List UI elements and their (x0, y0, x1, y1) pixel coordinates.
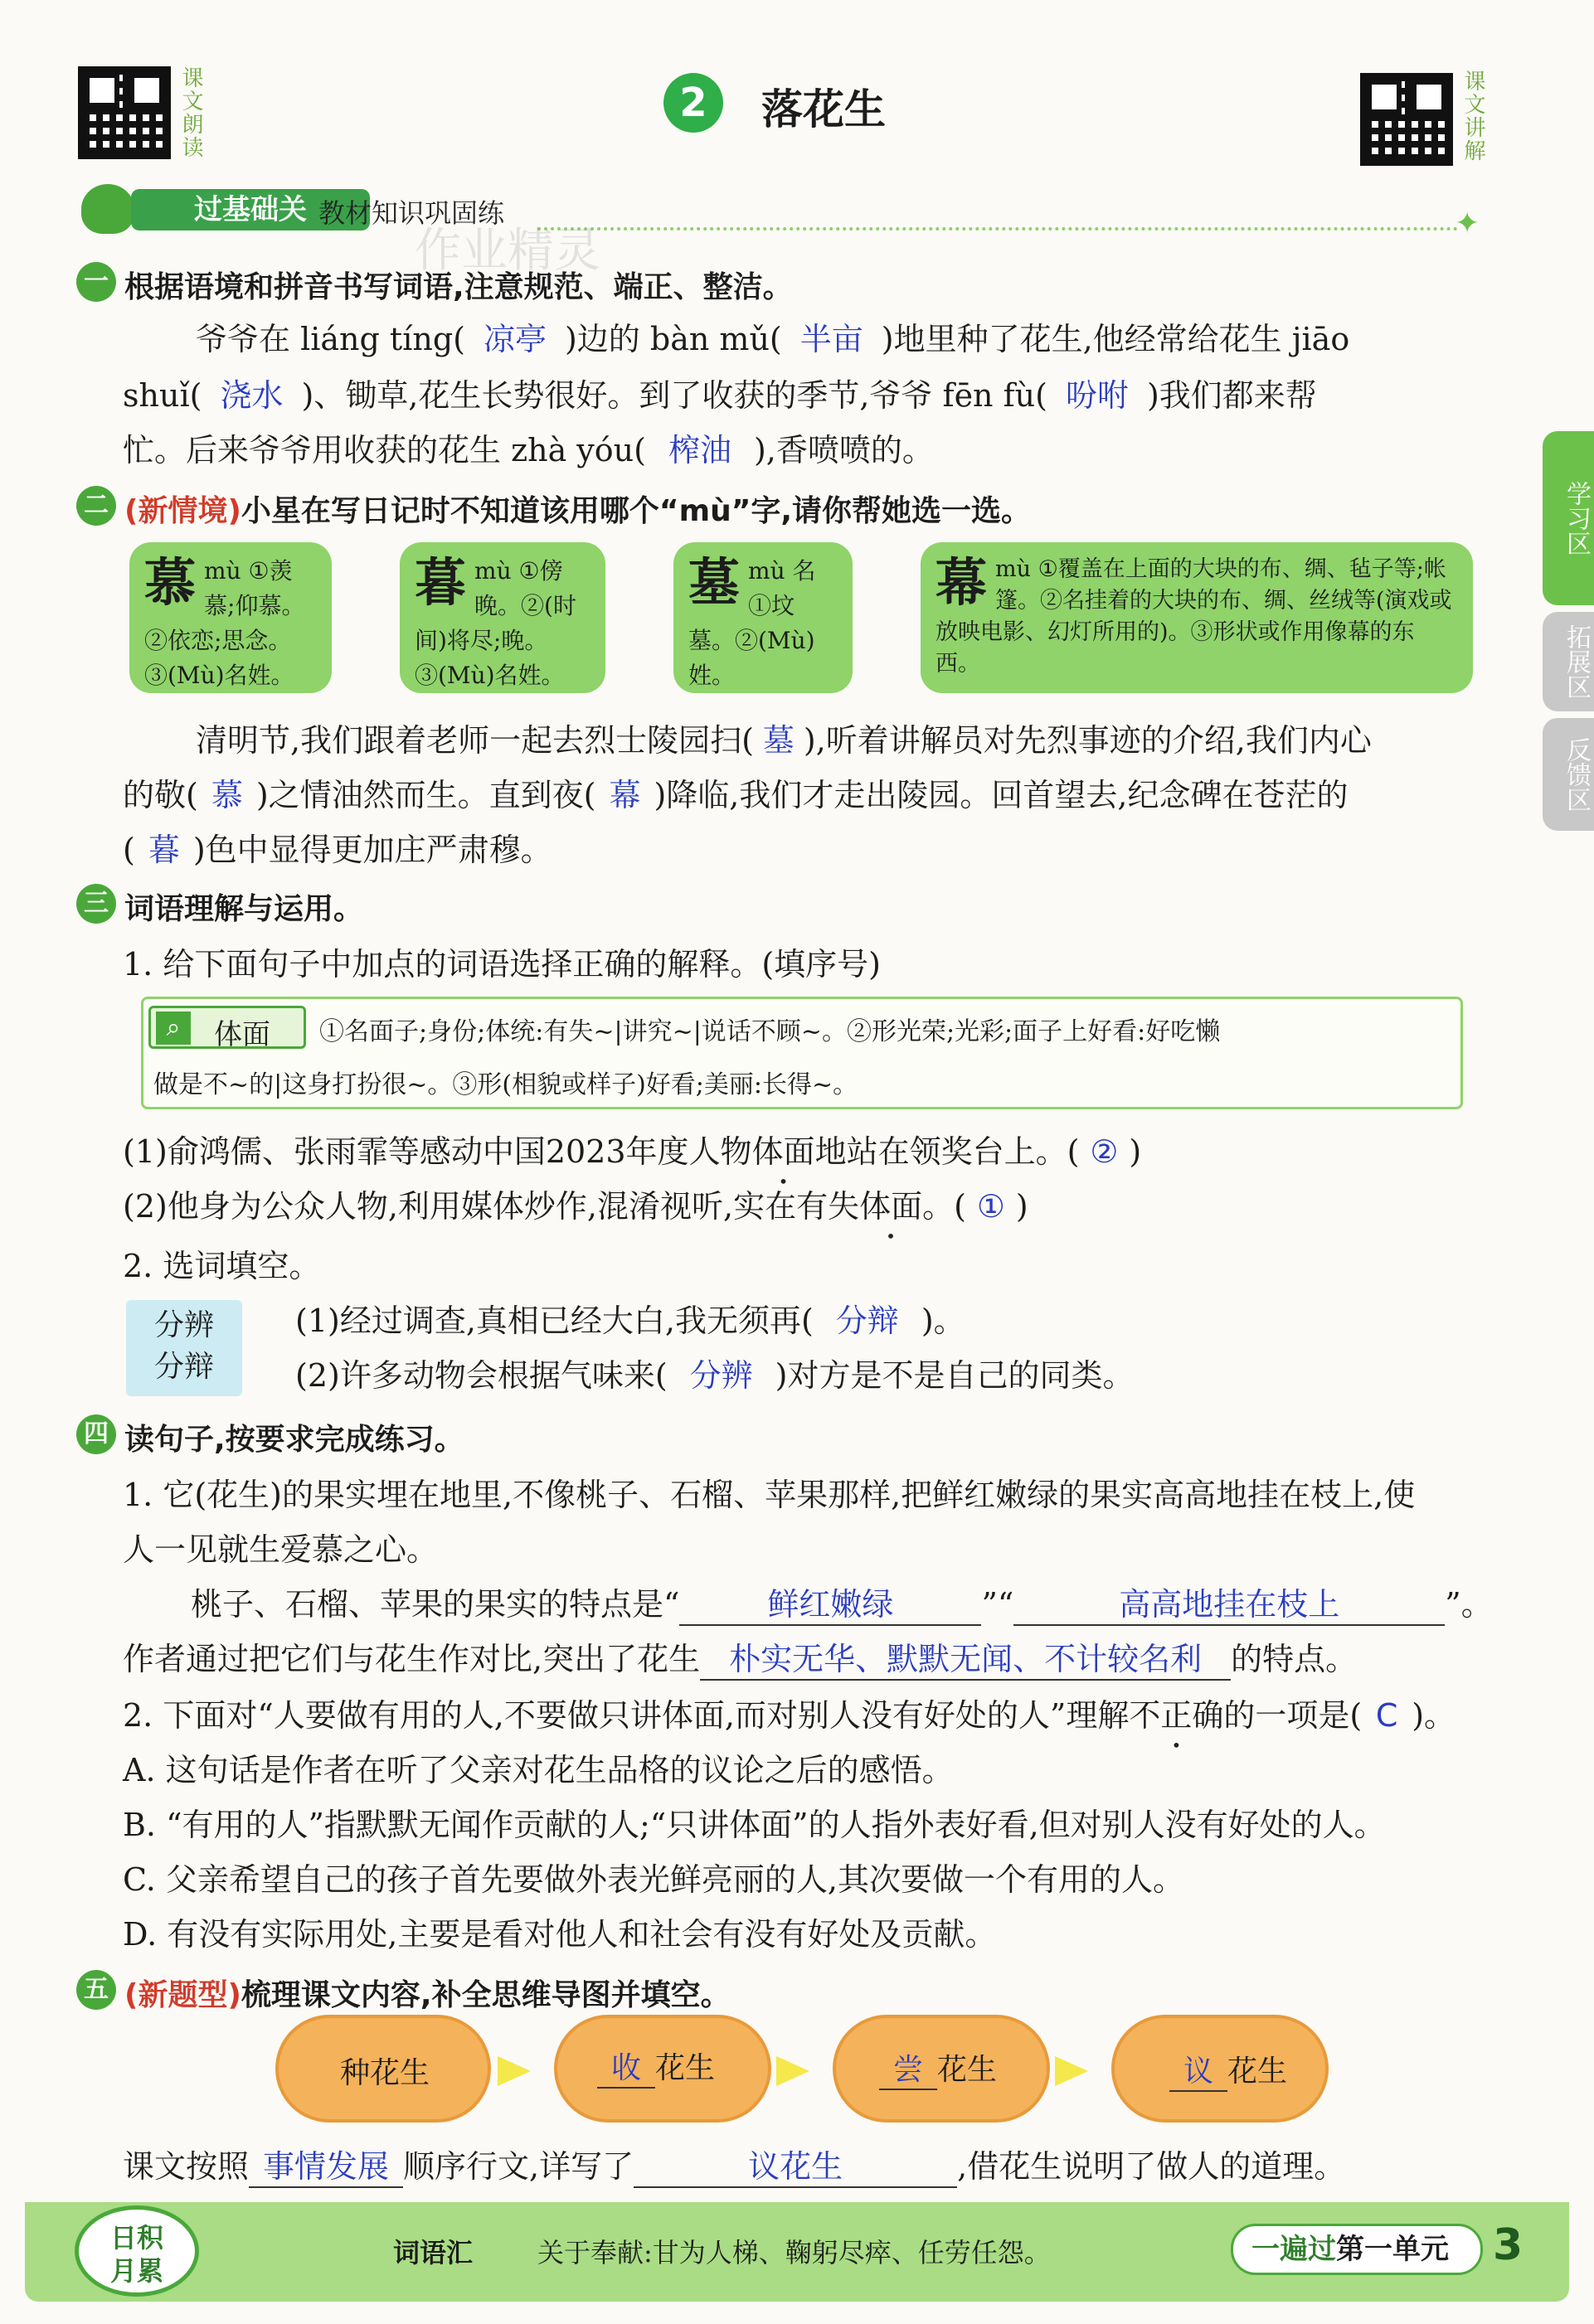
q4-text: 作者通过把它们与花生作对比,突出了花生 (123, 1641, 701, 1677)
answer-choice[interactable]: C (1375, 1697, 1398, 1734)
footer-badge (75, 2205, 199, 2297)
dict-text: mù ①羡慕;仰慕。②依恋;思念。③(Mù)名姓。 (144, 557, 305, 689)
question-2-tag: (新情境) (124, 494, 241, 528)
star-mascot-icon (81, 184, 134, 234)
question-1-icon: 一 (76, 262, 116, 302)
tab-feedback[interactable] (1543, 718, 1594, 831)
footer-badge-line-1: 日积 (109, 2222, 163, 2254)
q3-sub-1: 1. 给下面句子中加点的词语选择正确的解释。(填序号) (123, 946, 881, 982)
page-number: 3 (1493, 2220, 1524, 2270)
q4-text: 的一项是( (1223, 1697, 1363, 1734)
q4-sub-1-line-2: 人一见就生爱慕之心。 (123, 1531, 439, 1568)
question-5-title (124, 1972, 731, 2014)
q1-text: 爷爷在 liáng tíng( (196, 321, 465, 357)
mindmap-node-3-text (879, 2046, 997, 2090)
answer-fenfu[interactable]: 吩咐 (1065, 377, 1129, 414)
q3-item-2 (123, 1181, 1028, 1226)
tab-study[interactable] (1543, 431, 1594, 605)
q1-text: )、锄草,花生长势很好。到了收获的季节,爷爷 fēn fù( (301, 377, 1047, 414)
q4-text: 桃子、石榴、苹果的果实的特点是“ (191, 1586, 680, 1623)
q3-text: )对方是不是自己的同类。 (775, 1357, 1135, 1394)
answer-feature-2[interactable]: 高高地挂在枝上 (1013, 1579, 1445, 1626)
dict-char: 墓 (688, 552, 741, 613)
star-icon: ✦ (1455, 206, 1480, 240)
qr-code-left[interactable] (78, 66, 171, 159)
tab-study-label: 学习区 (1562, 481, 1591, 556)
tab-extend-label: 拓展区 (1562, 624, 1591, 699)
option-a[interactable]: A. 这句话是作者在听了父亲对花生品格的议论之后的感悟。 (123, 1752, 954, 1788)
q2-text: ),听着讲解员对先烈事迹的介绍,我们内心 (803, 722, 1372, 759)
q2-text: )之情油然而生。直到夜( (255, 777, 596, 813)
q5-summary (123, 2141, 1345, 2188)
answer-jiaoshui[interactable]: 浇水 (220, 377, 284, 414)
dict-text: mù ①傍晚。②(时间)将尽;晚。③(Mù)名姓。 (415, 557, 576, 689)
q1-line-1 (196, 313, 1349, 359)
q1-text: )我们都来帮 (1146, 377, 1317, 414)
q3-fill-1 (295, 1295, 965, 1341)
question-5-title-text: 梳理课文内容,补全思维导图并填空。 (241, 1978, 731, 2012)
answer-feature-1[interactable]: 鲜红嫩绿 (679, 1579, 981, 1626)
footer-brand: 一遍过 (1251, 2233, 1336, 2266)
q5-text: 课文按照 (123, 2148, 250, 2185)
q5-text: 顺序行文,详写了 (403, 2148, 634, 2185)
tab-feedback-label: 反馈区 (1562, 737, 1591, 812)
q2-para-3 (123, 824, 552, 870)
question-4-title: 读句子,按要求完成练习。 (124, 1423, 464, 1457)
dict-text: mù ①覆盖在上面的大块的布、绸、毡子等;帐篷。②名挂着的大块的布、绸、丝绒等(演戏或放映电影、幻灯所用的)。③形状或作用像幕的东西。 (936, 556, 1452, 677)
answer-node-3[interactable]: 尝 (879, 2046, 937, 2090)
q1-text: )边的 bàn mǔ( (564, 321, 782, 357)
q4-fill-1 (191, 1579, 1493, 1626)
lesson-title: 落花生 (761, 85, 886, 133)
option-c[interactable]: C. 父亲希望自己的孩子首先要做外表光鲜亮丽的人,其次要做一个有用的人。 (123, 1861, 1184, 1898)
q1-text: ),香喷喷的。 (753, 432, 934, 468)
answer-fill-1[interactable]: 分辩 (835, 1303, 899, 1339)
question-2-title-text: 小星在写日记时不知道该用哪个“mù”字,请你帮她选一选。 (241, 494, 1032, 528)
q2-para-2 (123, 769, 1348, 815)
q4-text: 2. 下面对“人要做有用的人,不要做只讲体面,而对别人没有好处的人”理解 (123, 1697, 1130, 1734)
answer-zhayou[interactable]: 榨油 (668, 432, 731, 468)
watermark: 作业精灵 (415, 224, 600, 278)
q1-text: shuǐ( (123, 377, 202, 414)
node-text: 花生 (937, 2053, 998, 2087)
arrow-right-icon (498, 2056, 531, 2086)
lesson-number-badge (663, 73, 723, 133)
dictionary-box (141, 997, 1463, 1109)
q4-text: ”“ (981, 1586, 1014, 1623)
dict-def-line-1: ①名面子;身份;体统:有失~|讲究~|说话不顾~。②形光荣;光彩;面子上好看:好吃懒 (319, 1017, 1221, 1046)
arrow-right-icon (1055, 2056, 1088, 2086)
dict-box-mu-4 (921, 542, 1473, 693)
dict-box-mu-1 (129, 542, 332, 693)
dict-word: 体面 (214, 1018, 270, 1051)
dict-text: mù 名 ①坟墓。②(Mù)姓。 (688, 557, 816, 689)
answer-item-1[interactable]: ② (1090, 1133, 1119, 1170)
dotted-word: 体面 (859, 1188, 923, 1225)
arrow-right-icon (776, 2056, 809, 2086)
q3-item-1 (123, 1126, 1141, 1172)
question-5-icon: 五 (76, 1970, 116, 2010)
q1-line-3 (123, 425, 934, 470)
magnifier-badge (148, 1006, 306, 1049)
section-header (73, 184, 1483, 240)
question-3-title: 词语理解与运用。 (124, 892, 364, 926)
search-icon: ⌕ (156, 1012, 191, 1045)
qr-left-label: 课文朗读 (178, 66, 203, 159)
q4-text: ”。 (1445, 1586, 1493, 1623)
lesson-number: 2 (679, 80, 707, 126)
q2-text: 清明节,我们跟着老师一起去烈士陵园扫( (196, 722, 754, 759)
qr-right-label: 课文讲解 (1460, 70, 1485, 163)
q3-text: ) (1015, 1188, 1028, 1225)
footer-text: 关于奉献:甘为人梯、鞠躬尽瘁、任劳任怨。 (537, 2237, 1051, 2268)
option-d[interactable]: D. 有没有实际用处,主要是看对他人和社会有没有好处及贡献。 (123, 1916, 997, 1953)
q1-line-2 (123, 370, 1317, 415)
mindmap-node-2-text (597, 2045, 715, 2089)
q5-text: ,借花生说明了做人的道理。 (957, 2148, 1346, 2185)
footer-brand-box (1231, 2224, 1483, 2275)
q3-text: (1)俞鸿儒、张雨霏等感动中国2023年度人物 (123, 1133, 752, 1170)
q3-text: (2)许多动物会根据气味来( (295, 1357, 668, 1394)
question-2-icon: 二 (76, 486, 116, 526)
q4-sub-2 (123, 1690, 1455, 1735)
node-text: 花生 (655, 2051, 716, 2085)
qr-code-right[interactable] (1360, 73, 1453, 166)
footer-badge-line-2: 月累 (109, 2255, 163, 2287)
answer-banmu[interactable]: 半亩 (799, 321, 863, 357)
answer-fill-2[interactable]: 分辨 (689, 1357, 753, 1394)
q3-text: 地站在领奖台上。( (814, 1133, 1080, 1170)
footer-unit: 第一单元 (1336, 2233, 1449, 2266)
q2-text: ( (123, 832, 135, 868)
question-1-title: 根据语境和拼音书写词语,注意规范、端正、整洁。 (124, 270, 793, 304)
question-3-icon: 三 (76, 884, 116, 924)
q3-text: 。( (922, 1188, 966, 1225)
dict-box-mu-2 (400, 542, 605, 693)
answer-liangting[interactable]: 凉亭 (483, 321, 547, 357)
dict-box-mu-3 (673, 542, 853, 693)
q2-text: 的敬( (123, 777, 198, 813)
q3-text: )。 (921, 1303, 965, 1339)
answer-detail[interactable]: 议花生 (634, 2141, 957, 2188)
section-badge-label: 过基础关 (194, 193, 307, 226)
dict-def-line-2: 做是不~的|这身打扮很~。③形(相貌或样子)好看;美丽:长得~。 (153, 1070, 858, 1099)
q1-text: )地里种了花生,他经常给花生 jiāo (881, 321, 1350, 357)
answer-node-2[interactable]: 收 (597, 2045, 655, 2089)
dict-char: 慕 (144, 552, 197, 613)
q4-text: 的特点。 (1231, 1641, 1358, 1677)
answer-node-4[interactable]: 议 (1169, 2048, 1227, 2092)
node-text: 花生 (1227, 2055, 1288, 2089)
answer-item-2[interactable]: ① (976, 1188, 1005, 1225)
answer-ye-mu[interactable]: 幕 (609, 777, 641, 813)
q3-text: ) (1129, 1133, 1142, 1170)
section-divider (537, 227, 1458, 230)
word-choice-2: 分辩 (153, 1350, 214, 1384)
q3-sub-2: 2. 选词填空。 (123, 1248, 321, 1284)
section-sub: 教材知识巩固练 (318, 197, 505, 229)
tab-extend[interactable] (1543, 612, 1594, 711)
dotted-word: 不正确 (1129, 1697, 1224, 1734)
q3-text: (2)他身为公众人物,利用媒体炒作,混淆视听,实在有失 (123, 1188, 860, 1225)
answer-sao-mu[interactable]: 墓 (762, 722, 795, 759)
q3-text: (1)经过调查,真相已经大白,我无须再( (295, 1303, 814, 1339)
q2-text: )色中显得更加庄严肃穆。 (192, 832, 552, 868)
dict-char: 暮 (415, 552, 467, 613)
question-2-title (124, 488, 1031, 530)
q4-sub-1-line-1: 1. 它(花生)的果实埋在地里,不像桃子、石榴、苹果那样,把鲜红嫩绿的果实高高地挂在枝上,使 (123, 1477, 1416, 1513)
footer-bar (25, 2202, 1569, 2302)
mindmap-node-4-text (1169, 2048, 1287, 2092)
q4-fill-2 (123, 1633, 1357, 1681)
word-choice-box (126, 1300, 242, 1396)
mindmap-node-1-text: 种花生 (340, 2056, 430, 2090)
q2-text: )降临,我们才走出陵园。回首望去,纪念碑在苍茫的 (654, 777, 1349, 813)
question-5-tag: (新题型) (124, 1978, 241, 2012)
question-4-icon: 四 (76, 1414, 116, 1454)
q1-text: 忙。后来爷爷用收获的花生 zhà yóu( (123, 432, 646, 468)
word-choice-1: 分辨 (153, 1308, 214, 1342)
option-b[interactable]: B. “有用的人”指默默无闻作贡献的人;“只讲体面”的人指外表好看,但对别人没有好处的人。 (123, 1807, 1386, 1843)
answer-order[interactable]: 事情发展 (249, 2141, 403, 2188)
dotted-word: 体面 (751, 1133, 815, 1170)
answer-cang-mu[interactable]: 暮 (148, 832, 180, 868)
dict-char: 幕 (936, 552, 988, 613)
footer-label: 词语汇 (393, 2237, 474, 2268)
q2-para-1 (196, 715, 1372, 760)
answer-peanut-feature[interactable]: 朴实无华、默默无闻、不计较名利 (700, 1633, 1231, 1681)
q4-text: )。 (1412, 1697, 1456, 1734)
answer-jing-mu[interactable]: 慕 (211, 777, 243, 813)
q3-fill-2 (295, 1350, 1134, 1395)
